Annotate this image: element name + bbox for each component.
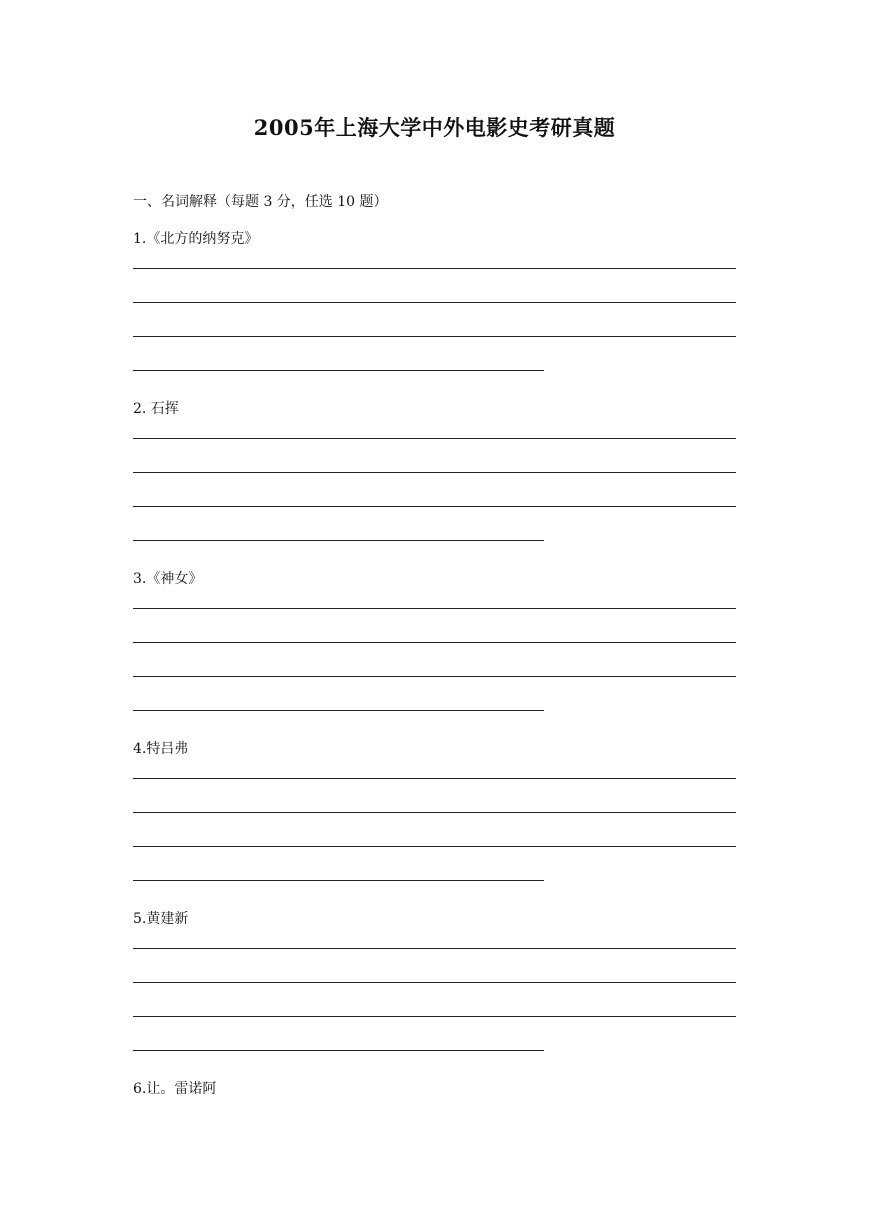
answer-line [133, 302, 736, 303]
answer-line [133, 1016, 736, 1017]
answer-line [133, 472, 736, 473]
question-6-label: 6.让。雷诺阿 [133, 1081, 217, 1097]
answer-line [133, 608, 736, 609]
question-3-label: 3.《神女》 [133, 571, 203, 587]
question-4-label: 4.特吕弗 [133, 741, 189, 757]
answer-line [133, 642, 736, 643]
answer-line [133, 370, 544, 371]
question-2-label: 2. 石挥 [133, 401, 179, 417]
answer-line [133, 812, 736, 813]
answer-line [133, 676, 736, 677]
answer-line [133, 778, 736, 779]
answer-line [133, 948, 736, 949]
answer-line [133, 880, 544, 881]
answer-line [133, 268, 736, 269]
answer-line [133, 982, 736, 983]
question-5-label: 5.黄建新 [133, 911, 189, 927]
answer-line [133, 506, 736, 507]
page-title: 2005年上海大学中外电影史考研真题 [253, 115, 616, 140]
answer-line [133, 438, 736, 439]
answer-line [133, 1050, 544, 1051]
answer-line [133, 336, 736, 337]
answer-line [133, 710, 544, 711]
answer-line [133, 540, 544, 541]
section-heading: 一、名词解释（每题 3 分，任选 10 题） [133, 194, 388, 210]
answer-line [133, 846, 736, 847]
question-1-label: 1.《北方的纳努克》 [133, 231, 259, 247]
